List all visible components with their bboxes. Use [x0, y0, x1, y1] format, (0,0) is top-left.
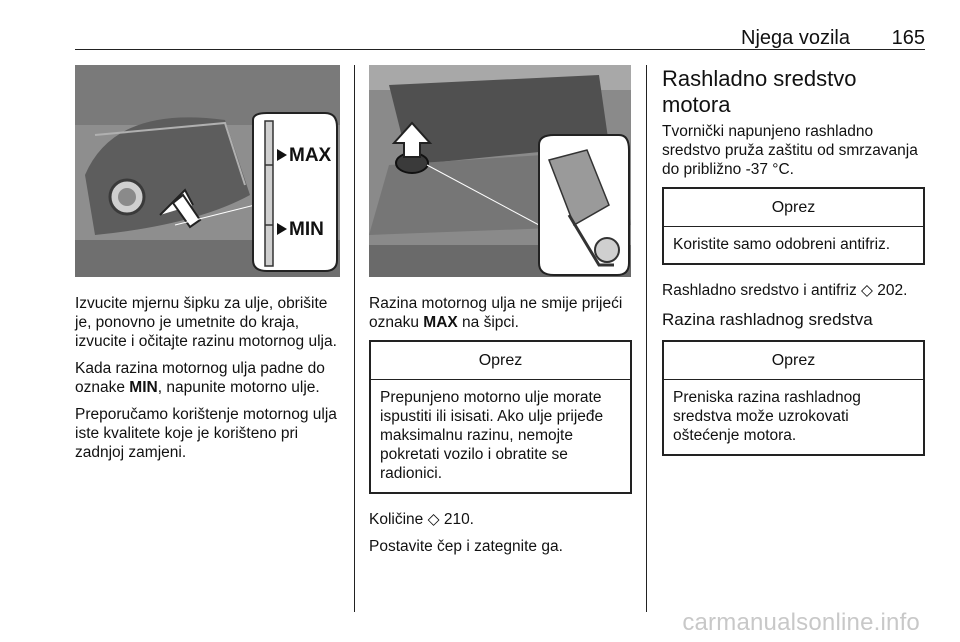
paragraph: Postavite čep i zategnite ga. — [369, 538, 563, 555]
column-1 — [75, 65, 341, 470]
column-3 — [662, 66, 925, 464]
max-label: MAX — [289, 145, 332, 166]
reference-paragraph: Rashladno sredstvo i antifriz ◇ 202. — [662, 282, 908, 299]
caution-heading: Oprez — [664, 189, 923, 227]
caution-box — [369, 340, 632, 494]
page-reference-icon: ◇ — [427, 511, 440, 528]
header-rule — [75, 49, 925, 50]
section-title: Njega vozila — [741, 27, 850, 49]
page-number: 165 — [891, 27, 925, 49]
page-header — [75, 27, 925, 51]
caution-body: Prepunjeno motorno ulje morate ispustiti ili isisati. Ako ulje prijeđe maksimalnu razinu, nemojte pokretati vozilo i obratite se radionici. — [380, 389, 604, 482]
subheading: Razina rashladnog sredstva — [662, 310, 873, 329]
paragraph: Kada razina motornog ulja padne do oznake MIN, napunite motorno ulje. — [75, 360, 325, 396]
dipstick-image — [75, 65, 340, 277]
section-heading: Rashladno sredstvo motora — [662, 66, 857, 117]
column-divider — [646, 65, 647, 612]
caution-heading: Oprez — [371, 342, 630, 380]
paragraph: Tvornički napunjeno rashladno sredstvo pruža zaštitu od smrzavanja do približno -37 °C. — [662, 123, 918, 178]
caution-box — [662, 187, 925, 265]
page-reference-icon: ◇ — [861, 282, 873, 299]
column-divider — [354, 65, 355, 612]
oil-filler-image — [369, 65, 631, 277]
min-label: MIN — [289, 219, 324, 240]
caution-body: Preniska razina rashladnog sredstva može uzrokovati oštećenje motora. — [673, 389, 861, 444]
paragraph: Preporučamo korištenje motornog ulja iste kvalitete koje je korišteno pri zadnjoj zamjeni. — [75, 406, 337, 461]
paragraph: Izvucite mjernu šipku za ulje, obrišite je, ponovno je umetnite do kraja, izvucite i očitajte razinu motornog ulja. — [75, 295, 337, 350]
watermark: carmanualsonline.info — [682, 609, 920, 636]
caution-box — [662, 340, 925, 456]
caution-body: Koristite samo odobreni antifriz. — [673, 236, 891, 253]
reference-paragraph: Količine ◇ 210. — [369, 511, 474, 528]
column-2 — [369, 65, 632, 564]
caution-heading: Oprez — [664, 342, 923, 380]
paragraph: Razina motornog ulja ne smije prijeći oznaku MAX na šipci. — [369, 295, 623, 331]
